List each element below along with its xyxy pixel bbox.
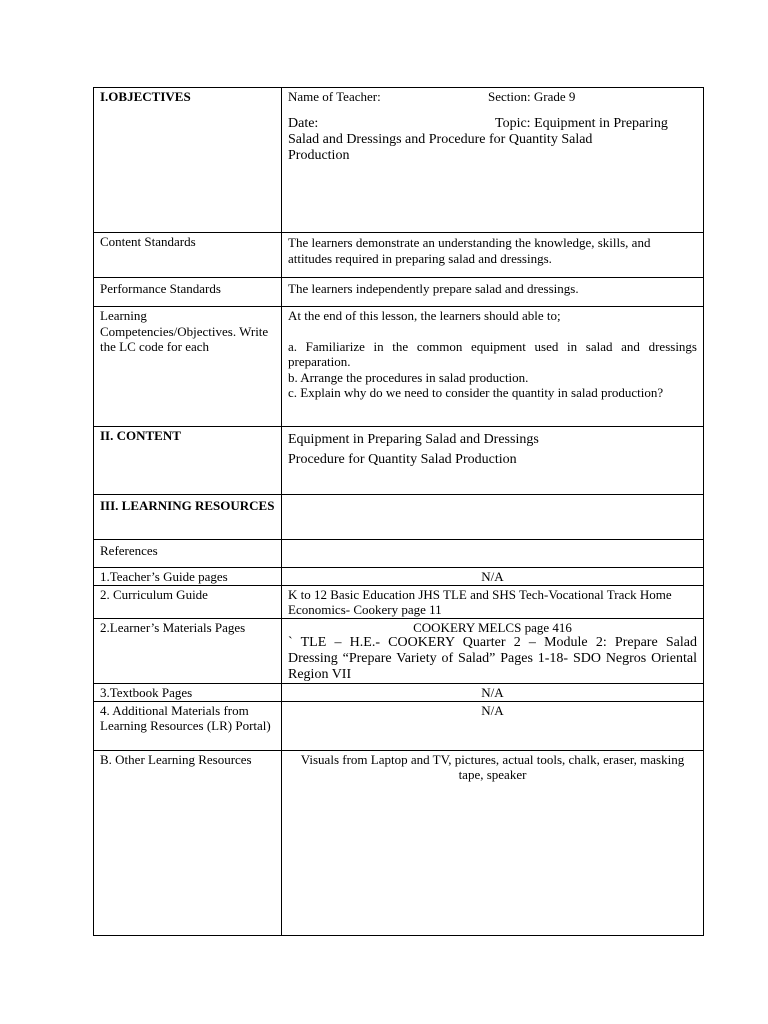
curriculum-guide-value: K to 12 Basic Education JHS TLE and SHS Tech-Vocational Track Home Economics- Cookery page 11 bbox=[282, 585, 704, 618]
textbook-label: 3.Textbook Pages bbox=[94, 684, 282, 702]
learning-resources-heading: III. LEARNING RESOURCES bbox=[94, 495, 282, 540]
competency-a: a. Familiarize in the common equipment used in salad and dressings preparation. bbox=[288, 338, 697, 369]
references-value bbox=[282, 540, 704, 568]
other-learning-resources-value: Visuals from Laptop and TV, pictures, actual tools, chalk, eraser, masking tape, speaker bbox=[282, 750, 704, 935]
teachers-guide-row bbox=[94, 568, 704, 586]
objectives-heading: I.OBJECTIVES bbox=[94, 88, 282, 233]
references-row bbox=[94, 540, 704, 568]
date-label: Date: bbox=[288, 115, 319, 131]
content-heading: II. CONTENT bbox=[94, 427, 282, 495]
content-standards-label: Content Standards bbox=[94, 233, 282, 278]
content-standards-text: The learners demonstrate an understanding the knowledge, skills, and attitudes required in preparing salad and dressings. bbox=[282, 233, 704, 278]
competencies-intro: At the end of this lesson, the learners should able to; bbox=[288, 308, 561, 323]
performance-standards-row bbox=[94, 278, 704, 307]
competencies-label: Learning Competencies/Objectives. Write the LC code for each bbox=[94, 307, 282, 427]
content-line-2: Procedure for Quantity Salad Production bbox=[288, 452, 517, 467]
objectives-details bbox=[282, 88, 704, 233]
teachers-guide-label: 1.Teacher’s Guide pages bbox=[94, 568, 282, 586]
learners-materials-value bbox=[282, 618, 704, 684]
additional-materials-label: 4. Additional Materials from Learning Resources (LR) Portal) bbox=[94, 701, 282, 750]
competencies-row bbox=[94, 307, 704, 427]
content-standards-row bbox=[94, 233, 704, 278]
competencies-text bbox=[282, 307, 704, 427]
curriculum-guide-row bbox=[94, 585, 704, 618]
lesson-plan-table bbox=[93, 87, 704, 936]
additional-materials-row bbox=[94, 701, 704, 750]
curriculum-guide-label: 2. Curriculum Guide bbox=[94, 585, 282, 618]
content-row bbox=[94, 427, 704, 495]
learning-resources-value bbox=[282, 495, 704, 540]
topic-continued-2: Production bbox=[288, 147, 350, 163]
learners-materials-row bbox=[94, 618, 704, 684]
learning-resources-row bbox=[94, 495, 704, 540]
learners-materials-value-2: ` TLE – H.E.- COOKERY Quarter 2 – Module 2: Prepare Salad Dressing “Prepare Variety of Salad” Pages 1-18- SDO Negros Oriental Region VII bbox=[288, 635, 697, 682]
textbook-row bbox=[94, 684, 704, 702]
learners-materials-label: 2.Learner’s Materials Pages bbox=[94, 618, 282, 684]
competency-c: c. Explain why do we need to consider the quantity in salad production? bbox=[288, 385, 664, 400]
textbook-value: N/A bbox=[282, 684, 704, 702]
section-label: Section: Grade 9 bbox=[488, 89, 576, 104]
other-learning-resources-row bbox=[94, 750, 704, 935]
content-text bbox=[282, 427, 704, 495]
content-line-1: Equipment in Preparing Salad and Dressings bbox=[288, 432, 539, 447]
performance-standards-text: The learners independently prepare salad and dressings. bbox=[282, 278, 704, 307]
competency-b: b. Arrange the procedures in salad production. bbox=[288, 369, 529, 385]
other-learning-resources-label: B. Other Learning Resources bbox=[94, 750, 282, 935]
topic-continued: Salad and Dressings and Procedure for Quantity Salad bbox=[288, 131, 593, 147]
name-of-teacher-label: Name of Teacher: bbox=[288, 89, 381, 104]
topic-label: Topic: Equipment in Preparing bbox=[495, 115, 668, 131]
teachers-guide-value: N/A bbox=[282, 568, 704, 586]
learners-materials-value-1: COOKERY MELCS page 416 bbox=[413, 619, 572, 635]
additional-materials-value: N/A bbox=[282, 701, 704, 750]
references-label: References bbox=[94, 540, 282, 568]
objectives-row bbox=[94, 88, 704, 233]
performance-standards-label: Performance Standards bbox=[94, 278, 282, 307]
